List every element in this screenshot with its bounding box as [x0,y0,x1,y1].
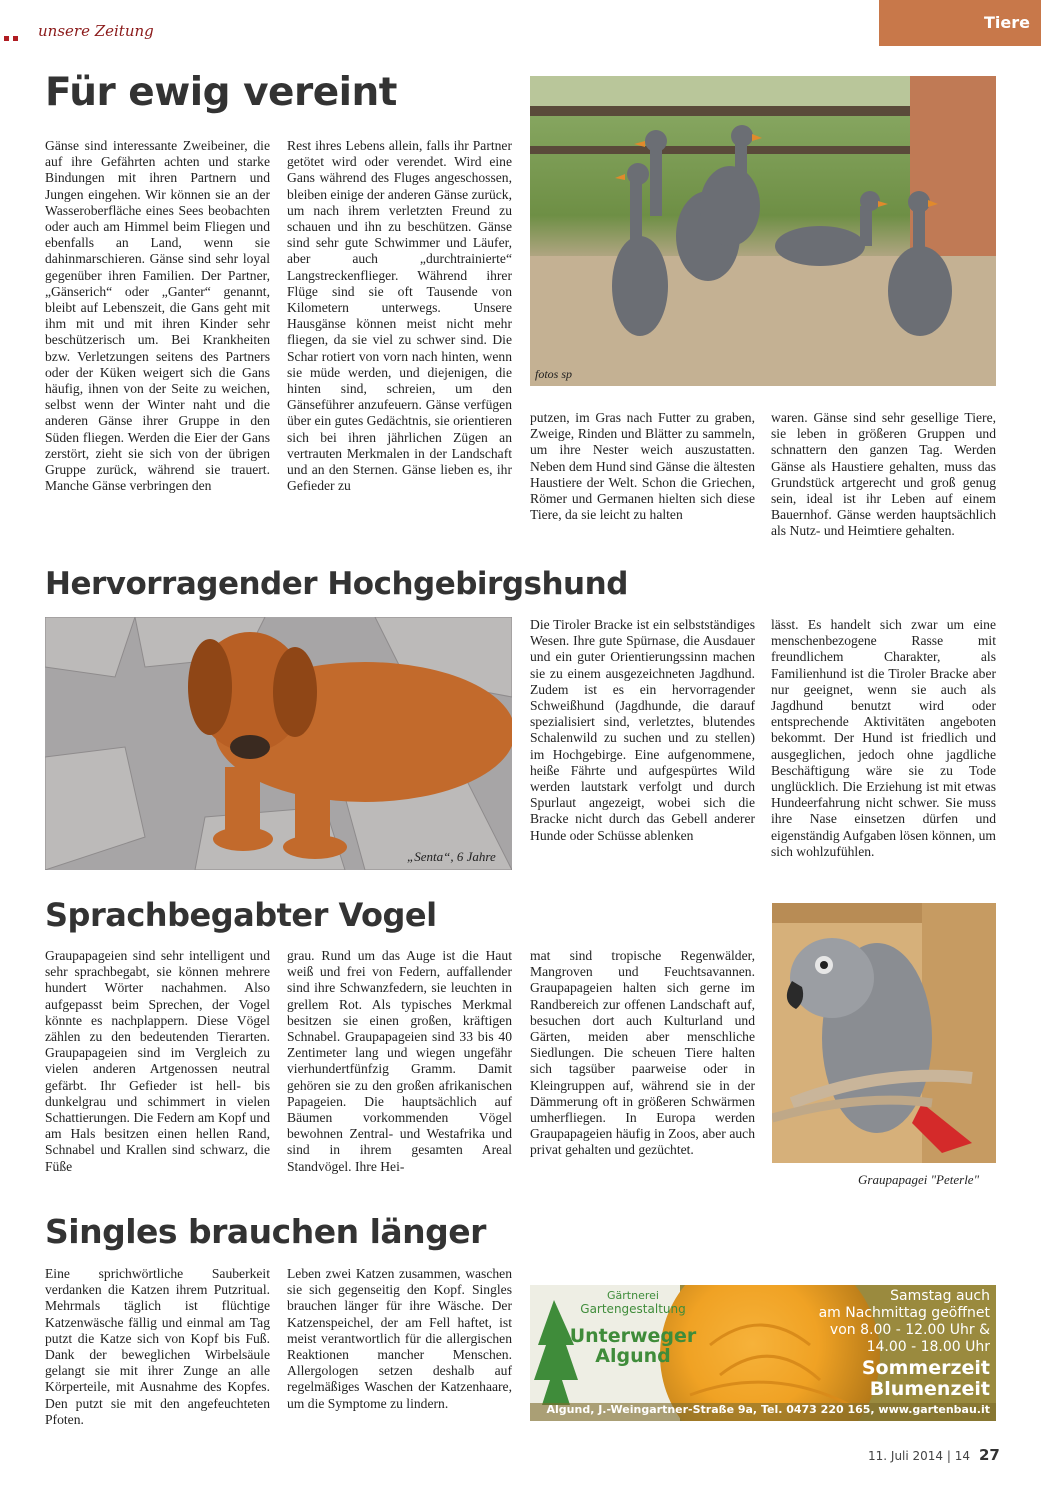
ad-brand-name-1: Unterweger [569,1325,697,1347]
article-cats-column-2: Leben zwei Katzen zusammen, waschen sie sich gegenseitig den Kopf. Singles brauchen länger für ihre Wäsche. Der Katzenspeichel, der am Fell haftet, ist meist verantwortlich für die allergischen Reaktionen mancher Menschen. Allergologen setzen deshalb auf regelmäßiges Waschen der Katzenhaare, um die Symptome zu lindern. [287,1266,512,1411]
ad-brand-line-2: Gartengestaltung [580,1302,686,1316]
ad-slogan-line-2: Blumenzeit [869,1378,990,1400]
article-title-cats: Singles brauchen länger [45,1212,486,1251]
ad-brand-name-2: Algund [595,1345,671,1367]
article-title-dog: Hervorragender Hochgebirgshund [45,566,628,602]
ad-hours-line-3: von 8.00 - 12.00 Uhr & [829,1322,990,1338]
ad-hours-line-1: Samstag auch [890,1288,990,1304]
ad-brand-line-1: Gärtnerei [607,1289,659,1302]
header-dots [4,28,24,34]
publication-logo: unsere Zeitung [38,22,154,40]
dog-photo [45,617,512,870]
parrot-photo [772,903,996,1163]
article-title-geese: Für ewig vereint [45,70,397,115]
article-parrot-column-3: mat sind tropische Regenwälder, Mangroven und Feuchtsavannen. Graupapageien halten sich gerne im Randbereich zur offenen Landschaft auf, besuchen dort auch Kulturland und Gärten, meiden aber menschliche Siedlungen. Die scheuen Tiere halten sich tagsüber paarweise oder in Kleingruppen auf, während sie in der Dämmerung oft in größeren Schwärmen umherfliegen. In Europa werden Graupapageien häufig in Zoos, aber auch privat gehalten und gezüchtet. [530,948,755,1158]
geese-photo-credit: fotos sp [535,367,573,381]
article-geese-column-2: Rest ihres Lebens allein, falls ihr Partner getötet wird oder verendet. Wird eine Gans während des Fluges angeschossen, bleiben einige der anderen Gänse zurück, um nach ihrem verletzten Freund zu schauen und ihn zu beschützen. Gänse sind sehr gute Schwimmer und Läufer, aber auch „durchtrainierte“ Langstreckenflieger. Während ihrer Flüge sind sie oft Tausende von Kilometern unterwegs. Unsere Hausgänse können meist nicht mehr fliegen, da sie viel zu schwer sind. Die Schar rotiert von vorn nach hinten, wenn sie müde werden, und diejenigen, die hinten sind, schreien, um den Gänseführer anzufeuern. Gänse verfügen über ein gutes Gedächtnis, sie orientieren sich bei ihren jährlichen Zügen an vertrauten Merkmalen in der Landschaft und an den Sternen. Gänse lieben es, ihr Gefieder zu [287,138,512,494]
garden-center-advertisement[interactable] [530,1285,996,1421]
article-geese-column-3: putzen, im Gras nach Futter zu graben, Zweige, Rinden und Blätter zu sammeln, um ihre Nester weich auszustatten. Neben dem Hund sind Gänse die ältesten Haustiere der Welt. Schon die Griechen, Römer und Germanen hielten sich diese Tiere, da sie leicht zu halten [530,410,755,523]
geese-photo [530,76,996,386]
article-geese-column-1: Gänse sind interessante Zweibeiner, die auf ihre Gefährten achten und starke Bindungen mit ihren Partnern und Jungen eingehen. Wir können sie an der Wasseroberfläche eines Sees beobachten oder auch am Himmel beim Fliegen und ebenfalls an Land, wenn sie dahinmarschieren. Gänse sind sehr loyal gegenüber ihren Familien. Der Partner, „Gänserich“ oder „Ganter“ genannt, bleibt auf Lebenszeit, die Gans geht mit ihm mit und mit ihren Kinder sehr beschützerisch um. Bei Krankheiten bzw. Verletzungen seitens des Partners oder der Küken weigert sich die Gans häufig, ihnen von der Seite zu weichen, selbst wenn der Winter naht und die anderen Gänse ihrer Gruppe in den Süden fliegen. Werden die Eier der Gans zerstört, zieht sie sich von der übrigen Gruppe zurück, während sie trauert. Manche Gänse verbringen den [45,138,270,494]
article-parrot-column-2: grau. Rund um das Auge ist die Haut weiß und frei von Federn, auffallender sind ihre Schwanzfedern, sie leuchten in grellem Rot. Als typisches Merkmal besitzen sie einen großen, kräftigen Schnabel. Graupapageien sind 33 bis 40 Zentimeter lang und wiegen ungefähr vierhundertfünfzig Gramm. Damit gehören sie zu den großen afrikanischen Papageien. Die hauptsächlich auf Bäumen vorkommenden Vögel bewohnen Zentral- und Westafrika und sind in ihrem gesamten Areal Standvögel. Ihre Hei- [287,948,512,1174]
ad-hours-line-4: 14.00 - 18.00 Uhr [866,1339,990,1355]
parrot-photo-caption: Graupapagei "Peterle" [858,1172,980,1187]
ad-address: Algund, J.-Weingartner-Straße 9a, Tel. 0473 220 165, www.gartenbau.it [546,1403,990,1416]
page-number: 27 [979,1446,1000,1464]
article-cats-column-1: Eine sprichwörtliche Sauberkeit verdanken die Katzen ihrem Putzritual. Mehrmals täglich ist flüchtige Katzenwäsche fällig und einmal am Tag putzt die Katze sich von Kopf bis Fuß. Dank der beweglichen Wirbelsäule gelangt sie mit ihrer Zunge an alle Körperteile, mit Ausnahme des Kopfes. Den putzt sie mit den angefeuchteten Pfoten. [45,1266,270,1427]
category-tab: Tiere [879,0,1041,46]
ad-slogan-line-1: Sommerzeit [861,1357,990,1379]
dog-photo-caption: „Senta“, 6 Jahre [407,849,496,864]
ad-hours-line-2: am Nachmittag geöffnet [818,1305,990,1321]
article-geese-column-4: waren. Gänse sind sehr gesellige Tiere, sie leben in größeren Gruppen und schnattern den ganzen Tag. Werden Gänse als Haustiere gehalten, muss das Grundstück artgerecht und groß genug sein, ideal ist ihr Leben auf einem Bauernhof. Gänse werden hauptsächlich als Nutz- und Heimtiere gehalten. [771,410,996,539]
issue-date: 11. Juli 2014 | 14 [868,1449,971,1463]
article-dog-column-2: lässt. Es handelt sich zwar um eine menschenbezogene Rasse mit freundlichem Charakter, als Familienhund ist die Tiroler Bracke aber nur geeignet, wenn sie auch als Jagdhund benutzt wird oder entsprechende Aktivitäten angeboten bekommt. Der Hund ist friedlich und ausgeglichen, jedoch ohne jagdliche Beschäftigung wäre sie zu Tode unglücklich. Die Erziehung ist mit etwas Hundeerfahrung nicht schwer. Sie muss ihre Nase einsetzen dürfen und eigenständig Aufgaben lösen können, um sich wohlzufühlen. [771,617,996,859]
article-dog-column-1: Die Tiroler Bracke ist ein selbstständiges Wesen. Ihre gute Spürnase, die Ausdauer und ein guter Orientierungssinn machen sie zu einem ausgezeichneten Jagdhund. Zudem ist es ein hervorragender Schweißhund (Jagdhunde, die darauf spezialisiert sind, verletztes, blutendes Schalenwild zu suchen und zu stellen) im Hochgebirge. Eine aufgenommene, heiße Fährte und aufgespürtes Wild werden lautstark verfolgt und durch Spurlaut angezeigt, wobei sich die Bracke nicht durch das Gebell anderer Hunde oder Schüsse ablenken [530,617,755,843]
article-parrot-column-1: Graupapageien sind sehr intelligent und sehr sprachbegabt, sie können mehrere hundert Wörter nachahmen. Also aufgepasst beim Sprechen, der Vogel könnte es nachplappern. Diese Vögel zählen zu den bedeutenden Tierarten. Graupapageien sind im Vergleich zu vielen anderen Artgenossen neutral gefärbt. Ihr Gefieder ist hell- bis dunkelgrau und schimmert in vielen Schattierungen. Die Federn am Kopf und am Hals besitzen einen hellen Rand, Schnabel und Krallen sind schwarz, die Füße [45,948,270,1174]
article-title-parrot: Sprachbegabter Vogel [45,896,437,934]
